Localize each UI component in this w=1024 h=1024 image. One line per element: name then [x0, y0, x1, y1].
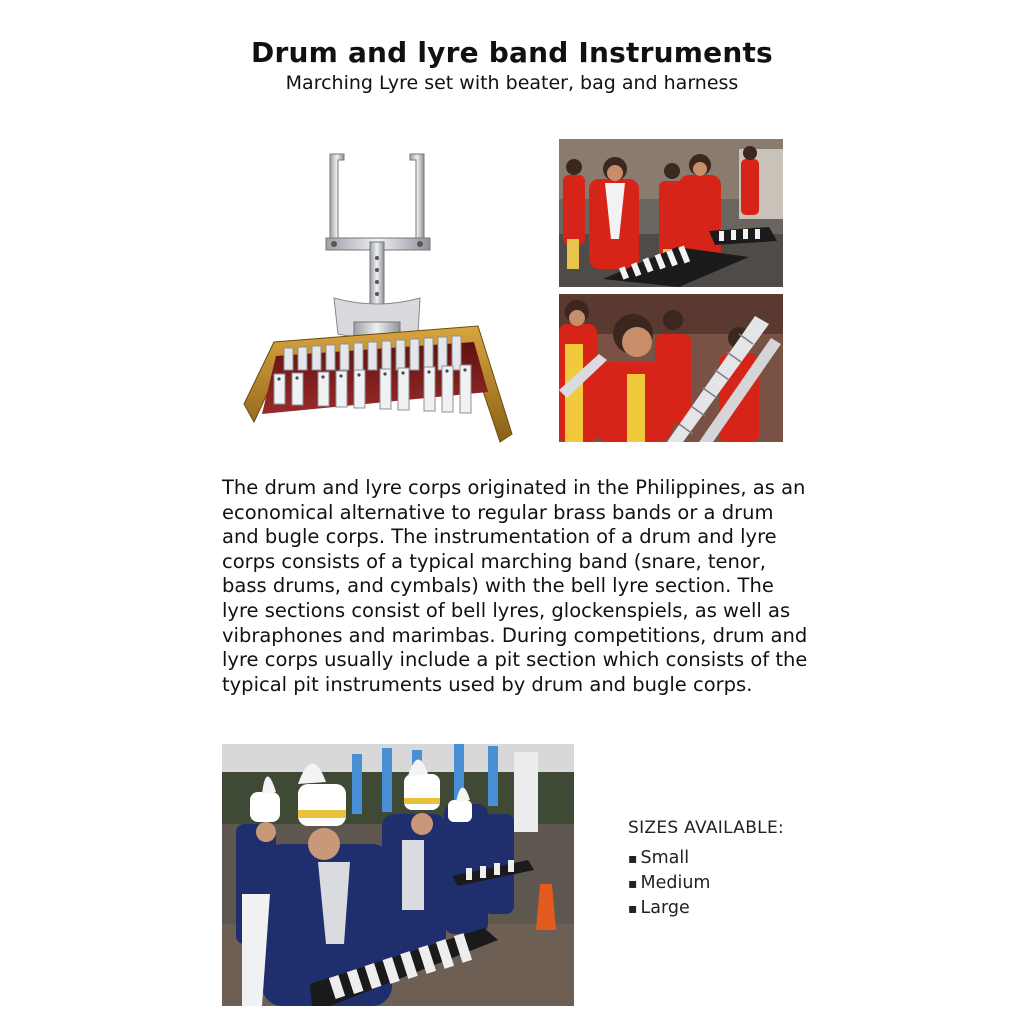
- description-text: The drum and lyre corps originated in the Philippines, as an economical alternative to regular brass bands or a drum and bugle corps. The instrumentation of a drum and lyre corps consists of a typical marching band (snare, tenor, bass drums, and cymbals) with the bell lyre section. The lyre sections consist of bell lyres, glockenspiels, as well as vibraphones and marimbas. During competitions, drum and lyre corps usually include a pit section which consists of the typical pit instruments used by drum and bugle corps.: [222, 476, 808, 696]
- size-item-large: ▪ Large: [628, 896, 868, 921]
- sizes-section: [628, 818, 868, 921]
- lyre-product-image: [238, 146, 518, 446]
- page-subtitle: Marching Lyre set with beater, bag and harness: [285, 72, 739, 94]
- parade-photo-blue: [222, 744, 574, 1006]
- sizes-heading: SIZES AVAILABLE:: [628, 818, 785, 838]
- size-item-small: ▪ Small: [628, 846, 868, 871]
- size-item-medium: ▪ Medium: [628, 871, 868, 896]
- sizes-list: [628, 846, 868, 921]
- parade-photo-red-top: [559, 139, 783, 287]
- page-title: Drum and lyre band Instruments: [251, 36, 773, 69]
- parade-photo-red-bottom: [559, 294, 783, 442]
